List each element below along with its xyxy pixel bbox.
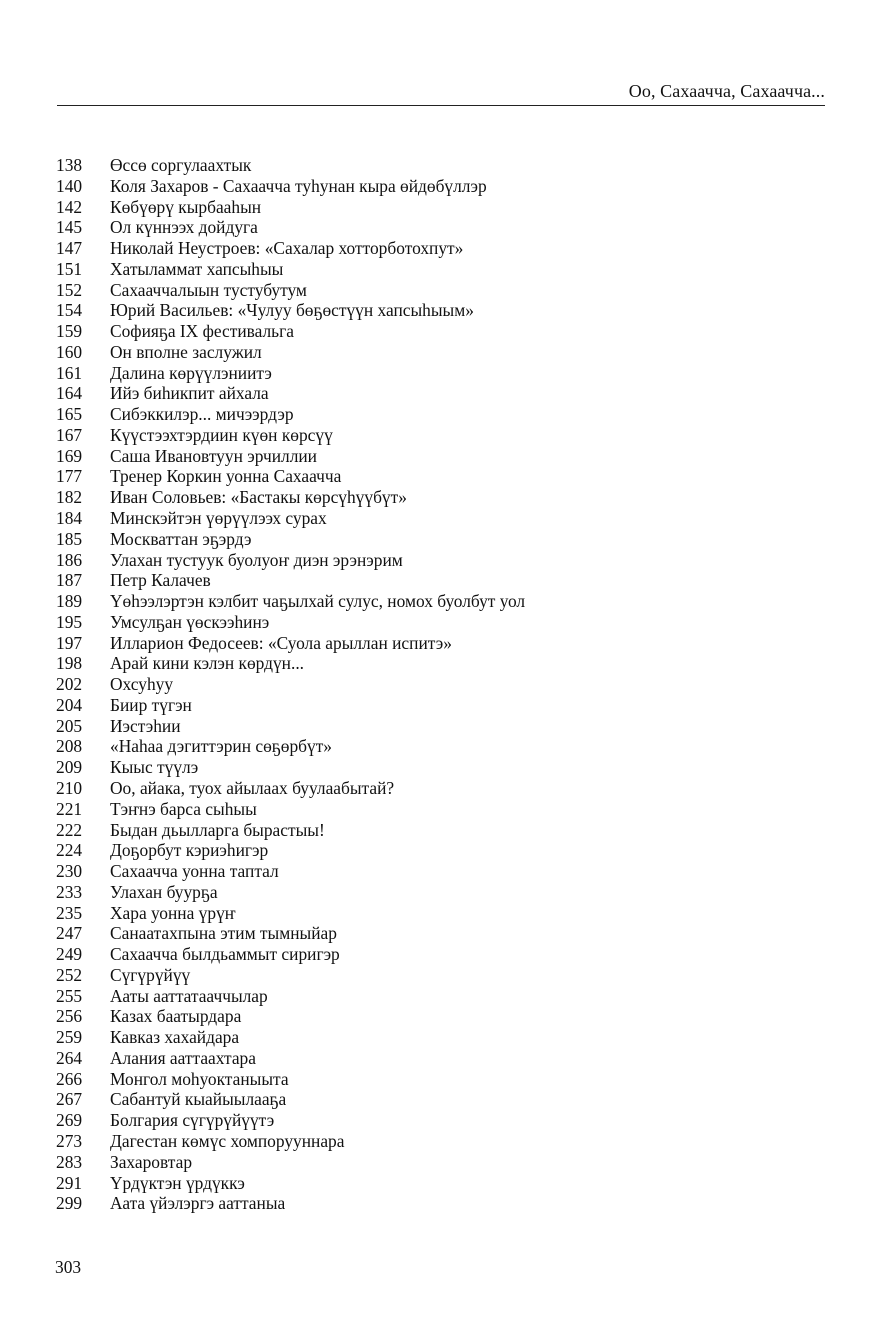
- toc-entry: [56, 736, 836, 757]
- toc-title: Иван Соловьев: «Бастакы көрсүһүүбүт»: [110, 487, 407, 508]
- toc-title: «Наһаа дэгиттэрин сөҕөрбүт»: [110, 736, 332, 757]
- toc-title: Үөһээлэртэн кэлбит чаҕылхай сулус, номох буолбут уол: [110, 591, 526, 612]
- toc-entry: [56, 238, 836, 259]
- toc-entry: [56, 1027, 836, 1048]
- toc-entry: [56, 1048, 836, 1069]
- toc-entry: [56, 757, 836, 778]
- toc-page-number: 161: [56, 362, 83, 383]
- toc-title: Биир түгэн: [110, 694, 192, 715]
- toc-title: Кыыс түүлэ: [110, 757, 199, 778]
- toc-entry: [56, 1089, 836, 1110]
- toc-entry: [56, 176, 836, 197]
- toc-page-number: 221: [56, 798, 83, 819]
- toc-entry: [56, 383, 836, 404]
- toc-page-number: 266: [56, 1068, 83, 1089]
- toc-entry: [56, 508, 836, 529]
- toc-title: Сахаачча былдьаммыт сиригэр: [110, 944, 340, 965]
- toc-page-number: 185: [56, 528, 83, 549]
- toc-entry: [56, 466, 836, 487]
- toc-entry: [56, 591, 836, 612]
- toc-page-number: 169: [56, 445, 83, 466]
- toc-page-number: 142: [56, 196, 83, 217]
- toc-entry: [56, 612, 836, 633]
- toc-title: Минскэйтэн үөрүүлээх сурах: [110, 508, 327, 529]
- toc-page-number: 247: [56, 923, 83, 944]
- toc-title: Быдан дьылларга бырастыы!: [110, 819, 325, 840]
- toc-page-number: 167: [56, 424, 83, 445]
- toc-page-number: 259: [56, 1027, 83, 1048]
- toc-entry: [56, 716, 836, 737]
- toc-page-number: 197: [56, 632, 83, 653]
- toc-entry: [56, 653, 836, 674]
- toc-title: Москваттан эҕэрдэ: [110, 528, 252, 549]
- toc-page-number: 186: [56, 549, 83, 570]
- toc-page-number: 230: [56, 861, 83, 882]
- toc-title: Петр Калачев: [110, 570, 211, 591]
- toc-title: Захаровтар: [110, 1151, 193, 1172]
- toc-page-number: 224: [56, 840, 83, 861]
- toc-entry: [56, 425, 836, 446]
- toc-entry: [56, 217, 836, 238]
- toc-entry: [56, 986, 836, 1007]
- toc-entry: [56, 197, 836, 218]
- page-number: 303: [55, 1257, 82, 1277]
- toc-page-number: 205: [56, 715, 83, 736]
- toc-entry: [56, 1131, 836, 1152]
- toc-title: Коля Захаров - Сахаачча туһунан кыра өйдөбүллэр: [110, 175, 487, 196]
- toc-title: Казах баатырдара: [110, 1006, 242, 1027]
- toc-title: Үрдүктэн үрдүккэ: [110, 1172, 245, 1193]
- toc-entry: [56, 778, 836, 799]
- toc-page-number: 182: [56, 487, 83, 508]
- toc-page-number: 299: [56, 1193, 83, 1214]
- toc-title: Сүгүрүйүү: [110, 964, 191, 985]
- toc-page-number: 138: [56, 155, 83, 175]
- toc-title: Иэстэһии: [110, 715, 181, 736]
- toc-entry: [56, 1110, 836, 1131]
- toc-page-number: 189: [56, 591, 83, 612]
- toc-page-number: 145: [56, 217, 83, 238]
- toc-entry: [56, 1152, 836, 1173]
- toc-title: Сибэккилэр... мичээрдэр: [110, 404, 294, 425]
- toc-entry: [56, 633, 836, 654]
- toc-title: Сабантуй кыайыылааҕа: [110, 1089, 287, 1110]
- toc-title: Сахаачча уонна таптал: [110, 861, 279, 882]
- toc-entry: [56, 1069, 836, 1090]
- toc-entry: [56, 1173, 836, 1194]
- toc-entry: [56, 861, 836, 882]
- toc-title: Далина көрүүлэниитэ: [110, 362, 272, 383]
- toc-entry: [56, 965, 836, 986]
- toc-page-number: 187: [56, 570, 83, 591]
- toc-page-number: 291: [56, 1172, 83, 1193]
- toc-page-number: 160: [56, 341, 83, 362]
- toc-page-number: 233: [56, 881, 83, 902]
- toc-title: Алания ааттаахтара: [110, 1047, 256, 1068]
- toc-title: Сахааччалыын тустубутум: [110, 279, 307, 300]
- toc-title: Николай Неустроев: «Сахалар хотторботохпут»: [110, 238, 464, 259]
- toc-title: Хатыламмат хапсыһыы: [110, 258, 284, 279]
- toc-title: Күүстээхтэрдиин күөн көрсүү: [110, 424, 333, 445]
- toc-title: Санаатахпына этим тымныйар: [110, 923, 337, 944]
- toc-entry: [56, 1193, 836, 1214]
- toc-title: Аата үйэлэргэ ааттаныа: [110, 1193, 286, 1214]
- toc-title: Охсуһуу: [110, 674, 174, 695]
- toc-page-number: 264: [56, 1047, 83, 1068]
- toc-page-number: 164: [56, 383, 83, 404]
- toc-entry: [56, 550, 836, 571]
- toc-entry: [56, 280, 836, 301]
- toc-page-number: 147: [56, 238, 83, 259]
- running-header: Оо, Сахаачча, Сахаачча...: [628, 81, 825, 101]
- toc-entry: [56, 446, 836, 467]
- toc-title: Он вполне заслужил: [110, 341, 262, 362]
- toc-page-number: 198: [56, 653, 83, 674]
- toc-entry: [56, 155, 836, 176]
- toc-title: Дагестан көмүс хомпорууннара: [110, 1130, 345, 1151]
- toc-page-number: 249: [56, 944, 83, 965]
- toc-title: Ол күннээх дойдуга: [110, 217, 258, 238]
- toc-page-number: 151: [56, 258, 83, 279]
- toc-title: Юрий Васильев: «Чулуу бөҕөстүүн хапсыһыым»: [110, 300, 474, 321]
- toc-page-number: 159: [56, 321, 83, 342]
- table-of-contents: [56, 155, 836, 1214]
- toc-page-number: 235: [56, 902, 83, 923]
- toc-entry: [56, 882, 836, 903]
- toc-title: Арай кини кэлэн көрдүн...: [110, 653, 305, 674]
- toc-entry: [56, 321, 836, 342]
- toc-page-number: 210: [56, 777, 83, 798]
- toc-page-number: 267: [56, 1089, 83, 1110]
- toc-page-number: 195: [56, 611, 83, 632]
- toc-page-number: 165: [56, 404, 83, 425]
- toc-title: Саша Ивановтуун эрчиллии: [110, 445, 317, 466]
- toc-entry: [56, 259, 836, 280]
- toc-page-number: 273: [56, 1130, 83, 1151]
- toc-entry: [56, 695, 836, 716]
- toc-entry: [56, 903, 836, 924]
- toc-title: Доҕорбут кэриэһигэр: [110, 840, 269, 861]
- toc-entry: [56, 300, 836, 321]
- toc-title: Көбүөрү кырбааһын: [110, 196, 262, 217]
- toc-page-number: 154: [56, 300, 83, 321]
- toc-page-number: 152: [56, 279, 83, 300]
- toc-entry: [56, 1006, 836, 1027]
- toc-page-number: 202: [56, 674, 83, 695]
- toc-title: Ааты ааттатааччылар: [110, 985, 268, 1006]
- toc-title: Тэҥнэ барса сыһыы: [110, 798, 257, 819]
- toc-entry: [56, 840, 836, 861]
- toc-entry: [56, 820, 836, 841]
- toc-entry: [56, 487, 836, 508]
- toc-page-number: 269: [56, 1110, 83, 1131]
- toc-title: Ийэ биһикпит айхала: [110, 383, 269, 404]
- toc-entry: [56, 674, 836, 695]
- toc-title: Улахан буурҕа: [110, 881, 218, 902]
- toc-page-number: 283: [56, 1151, 83, 1172]
- toc-page-number: 209: [56, 757, 83, 778]
- toc-entry: [56, 404, 836, 425]
- toc-page-number: 222: [56, 819, 83, 840]
- toc-entry: [56, 944, 836, 965]
- toc-title: Болгария сүгүрүйүүтэ: [110, 1110, 275, 1131]
- toc-title: Монгол моһуоктаныыта: [110, 1068, 289, 1089]
- toc-title: Улахан тустуук буолуоҥ диэн эрэнэрим: [110, 549, 403, 570]
- toc-entry: [56, 799, 836, 820]
- toc-title: Софияҕа IX фестивальга: [110, 321, 294, 342]
- toc-title: Умсулҕан үөскээһинэ: [110, 611, 270, 632]
- toc-page-number: 184: [56, 508, 83, 529]
- toc-title: Тренер Коркин уонна Сахаачча: [110, 466, 342, 487]
- toc-title: Оо, айака, туох айылаах буулаабытай?: [110, 777, 395, 798]
- toc-entry: [56, 363, 836, 384]
- toc-entry: [56, 342, 836, 363]
- toc-entry: [56, 570, 836, 591]
- toc-title: Кавказ хахайдара: [110, 1027, 240, 1048]
- toc-page-number: 140: [56, 175, 83, 196]
- toc-page-number: 204: [56, 694, 83, 715]
- toc-title: Өссө соргулаахтык: [110, 155, 252, 175]
- toc-page-number: 255: [56, 985, 83, 1006]
- toc-title: Илларион Федосеев: «Суола арыллан испитэ»: [110, 632, 452, 653]
- toc-entry: [56, 529, 836, 550]
- header-rule: [57, 105, 825, 106]
- toc-page-number: 252: [56, 964, 83, 985]
- toc-page-number: 256: [56, 1006, 83, 1027]
- toc-page-number: 208: [56, 736, 83, 757]
- toc-page-number: 177: [56, 466, 83, 487]
- toc-title: Хара уонна үрүҥ: [110, 902, 236, 923]
- toc-entry: [56, 923, 836, 944]
